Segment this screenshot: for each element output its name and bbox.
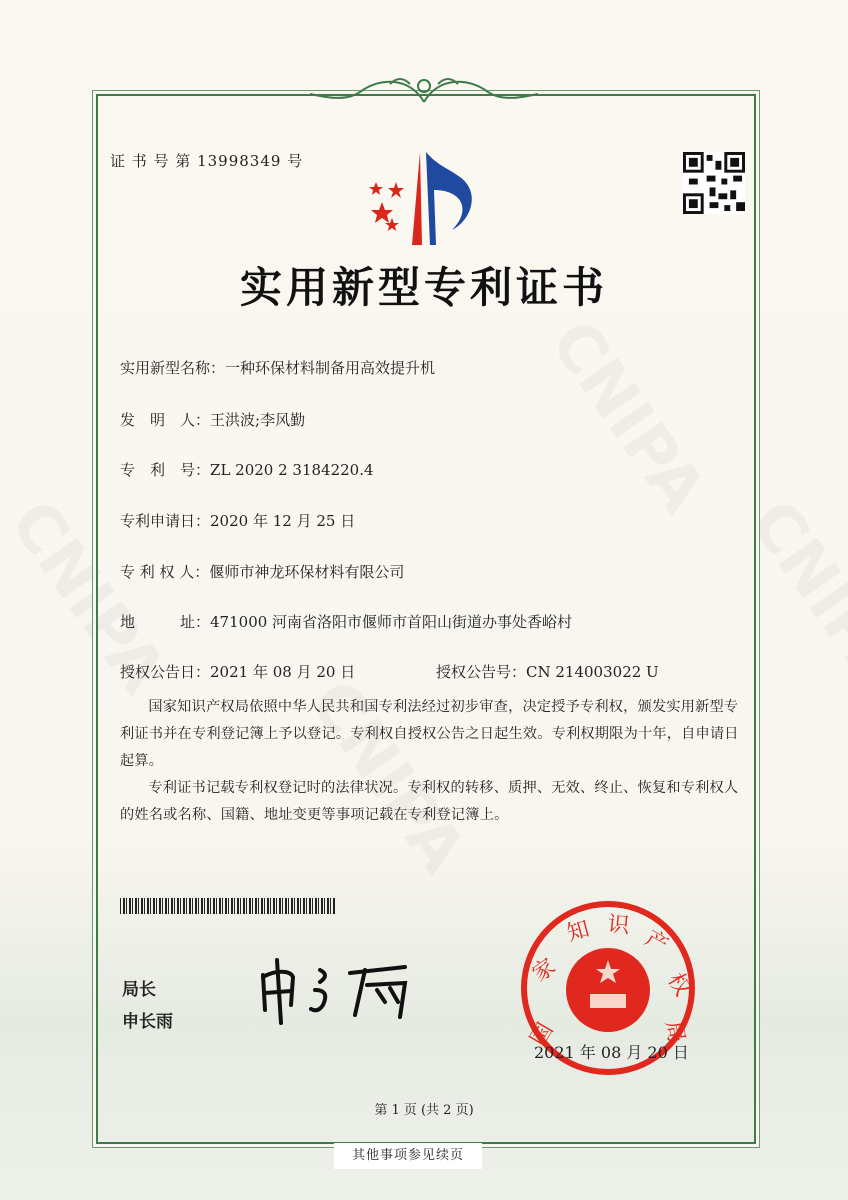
field-grant-date: 授权公告日：2021 年 08 月 20 日	[120, 663, 356, 681]
svg-text:知: 知	[564, 916, 593, 947]
field-patentee: 专 利 权 人：偃师市神龙环保材料有限公司	[120, 563, 405, 581]
statement-text: 国家知识产权局依照中华人民共和国专利法经过初步审查，决定授予专利权，颁发实用新型专利证书并在专利登记簿上予以登记。专利权自授权公告之日起生效。专利权期限为十年，自申请日起算。 专利证书记载专利权登记时的法律状况。专利权的转移、质押、无效、终止、恢复和专利权人的姓名或名称、国籍、地址变更等事项记载在专利登记簿上。	[120, 699, 739, 823]
svg-text:国: 国	[526, 1018, 559, 1051]
page-title: 实用新型专利证书	[239, 263, 608, 312]
page-number: 第 1 页 (共 2 页)	[374, 1103, 474, 1118]
field-application-date: 专利申请日：2020 年 12 月 25 日	[120, 512, 356, 530]
svg-text:识: 识	[606, 912, 631, 939]
svg-text:家: 家	[528, 954, 561, 988]
barcode	[120, 898, 335, 914]
field-announcement-number: 授权公告号：CN 214003022 U	[436, 663, 659, 681]
certificate-number: 证 书 号 第 13998349 号	[110, 152, 304, 170]
ornament-icon	[300, 72, 548, 106]
director-title: 局长	[122, 980, 156, 1000]
director-name: 申长雨	[122, 1012, 173, 1032]
qr-code	[683, 152, 745, 214]
field-address: 地 址：471000 河南省洛阳市偃师市首阳山街道办事处香峪村	[120, 613, 573, 631]
cnipa-logo	[362, 150, 492, 250]
seal-date: 2021 年 08 月 20 日	[534, 1043, 689, 1062]
field-inventor: 发 明 人：王洪波;李风勤	[120, 411, 306, 429]
svg-text:局: 局	[660, 1018, 689, 1045]
svg-text:权: 权	[662, 968, 695, 1001]
director-signature	[255, 955, 440, 1025]
field-patent-number: 专 利 号：ZL 2020 2 3184220.4	[120, 461, 374, 479]
field-utility-model-name: 实用新型名称：一种环保材料制备用高效提升机	[120, 359, 436, 377]
svg-text:产: 产	[640, 926, 673, 959]
continued-note: 其他事项参见续页	[334, 1143, 482, 1169]
